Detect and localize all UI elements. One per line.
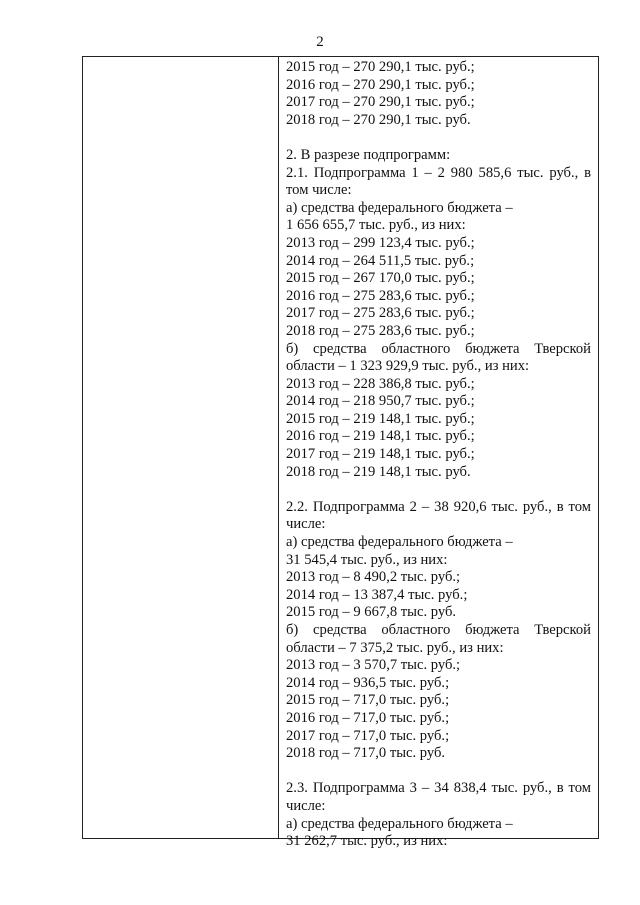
text-line: 1 656 655,7 тыс. руб., из них: — [286, 217, 466, 234]
text-line: 2. В разрезе подпрограмм: — [286, 146, 451, 163]
text-line: 2015 год – 9 667,8 тыс. руб. — [286, 604, 457, 621]
text-line: 2013 год – 3 570,7 тыс. руб.; — [286, 657, 461, 674]
text-line: а) средства федерального бюджета – — [286, 534, 513, 551]
blank-line — [286, 481, 591, 499]
text-line: 2016 год – 717,0 тыс. руб.; — [286, 709, 450, 726]
column-divider — [278, 56, 279, 839]
text-line: области – 1 323 929,9 тыс. руб., из них: — [286, 358, 530, 375]
text-line: 31 262,7 тыс. руб., из них: — [286, 833, 448, 850]
text-line: 2.1. Подпрограмма 1 – 2 980 585,6 тыс. руб., в — [286, 164, 591, 181]
text-line: 2018 год – 717,0 тыс. руб. — [286, 745, 446, 762]
text-line: 2.3. Подпрограмма 3 – 34 838,4 тыс. руб., в том — [286, 780, 591, 797]
text-line: 2016 год – 219 148,1 тыс. руб.; — [286, 428, 475, 445]
text-line: том числе: — [286, 182, 352, 199]
text-line: 2015 год – 219 148,1 тыс. руб.; — [286, 410, 475, 427]
text-line: 2013 год – 228 386,8 тыс. руб.; — [286, 375, 475, 392]
text-line: 2.2. Подпрограмма 2 – 38 920,6 тыс. руб., в том — [286, 498, 591, 515]
text-line: 2016 год – 270 290,1 тыс. руб.; — [286, 76, 475, 93]
blank-line — [286, 129, 591, 147]
text-line: 31 545,4 тыс. руб., из них: — [286, 551, 448, 568]
text-line: а) средства федерального бюджета – — [286, 815, 513, 832]
text-line: 2014 год – 13 387,4 тыс. руб.; — [286, 586, 468, 603]
text-line: области – 7 375,2 тыс. руб., из них: — [286, 639, 504, 656]
text-line: 2013 год – 8 490,2 тыс. руб.; — [286, 569, 461, 586]
text-line: б) средства областного бюджета Тверской — [286, 340, 591, 357]
blank-line — [286, 763, 591, 781]
text-line: 2016 год – 275 283,6 тыс. руб.; — [286, 287, 475, 304]
text-line: 2018 год – 270 290,1 тыс. руб. — [286, 111, 471, 128]
text-line: 2015 год – 717,0 тыс. руб.; — [286, 692, 450, 709]
text-line: 2014 год – 936,5 тыс. руб.; — [286, 674, 450, 691]
table-right-cell — [286, 59, 591, 851]
text-line: 2014 год – 264 511,5 тыс. руб.; — [286, 252, 475, 269]
text-line: 2013 год – 299 123,4 тыс. руб.; — [286, 234, 475, 251]
text-line: а) средства федерального бюджета – — [286, 199, 513, 216]
text-line: числе: — [286, 797, 326, 814]
text-line: числе: — [286, 516, 326, 533]
text-line: 2017 год – 275 283,6 тыс. руб.; — [286, 305, 475, 322]
text-line: 2018 год – 275 283,6 тыс. руб.; — [286, 322, 475, 339]
text-line: 2017 год – 219 148,1 тыс. руб.; — [286, 446, 475, 463]
text-line: 2015 год – 270 290,1 тыс. руб.; — [286, 59, 475, 75]
text-line: 2018 год – 219 148,1 тыс. руб. — [286, 463, 471, 480]
text-line: б) средства областного бюджета Тверской — [286, 622, 591, 638]
text-line: 2014 год – 218 950,7 тыс. руб.; — [286, 393, 475, 410]
page-number: 2 — [316, 34, 324, 50]
text-line: 2017 год – 717,0 тыс. руб.; — [286, 727, 450, 744]
text-line: 2015 год – 267 170,0 тыс. руб.; — [286, 270, 475, 287]
text-line: 2017 год – 270 290,1 тыс. руб.; — [286, 94, 475, 111]
